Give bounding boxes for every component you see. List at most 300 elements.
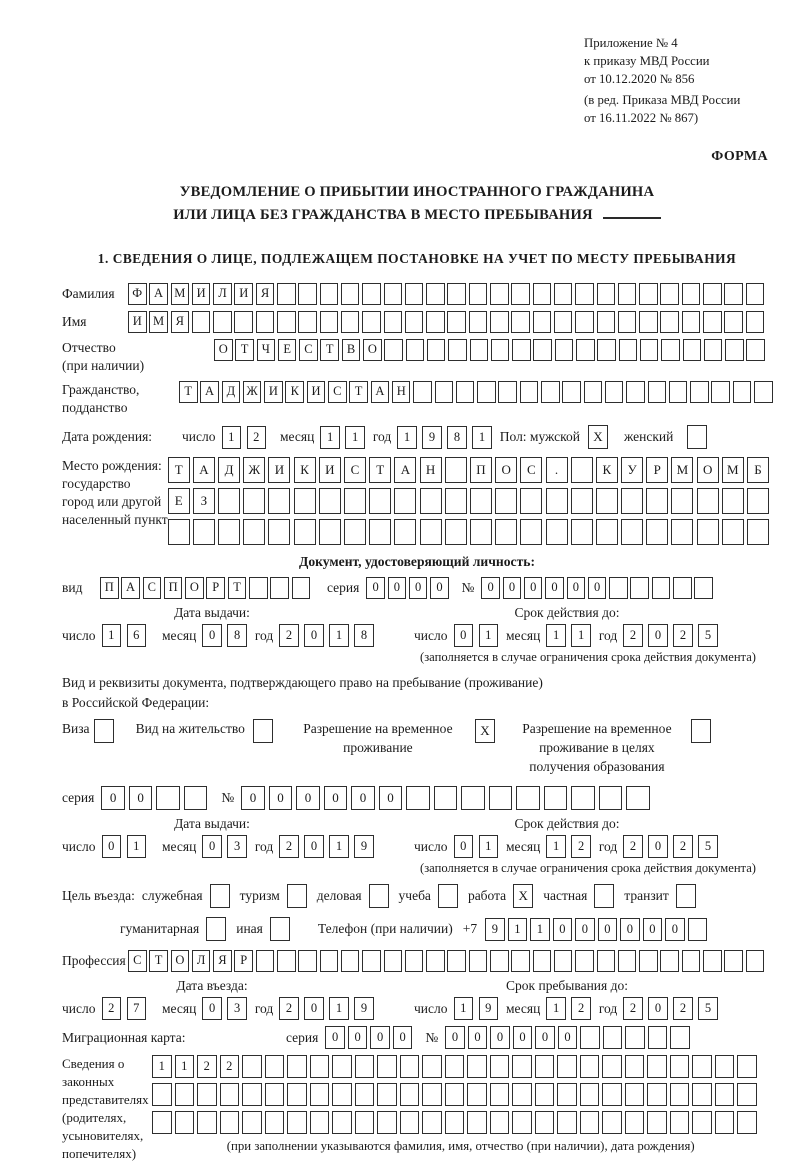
form-cell: Т [369, 457, 391, 483]
sex-male-checkbox [588, 425, 608, 449]
migration-card-series-label: серия [286, 1029, 319, 1045]
form-cell [294, 488, 316, 514]
form-cell [621, 488, 643, 514]
form-cell [320, 311, 339, 333]
form-cell: И [268, 457, 290, 483]
form-cell: К [596, 457, 618, 483]
form-cell [533, 950, 552, 972]
sex-female-label: женский [623, 429, 674, 444]
form-cell: 3 [227, 997, 247, 1020]
form-cell [405, 950, 424, 972]
form-cell [467, 1083, 487, 1106]
residence-doc-note: (заполняется в случае ограничения срока действия документа) [420, 861, 756, 875]
residence-doc-number-label: № [221, 790, 235, 805]
form-cell: М [671, 457, 693, 483]
form-cell [520, 381, 539, 403]
surname-label: Фамилия [62, 286, 115, 301]
form-cell [619, 339, 638, 361]
form-cell [648, 381, 667, 403]
purpose-business-label: деловая [316, 888, 362, 903]
form-title [62, 181, 772, 227]
form-cell [294, 519, 316, 545]
form-cell: . [546, 457, 568, 483]
form-cell [197, 1111, 217, 1134]
form-cell [320, 950, 339, 972]
form-cell [670, 1083, 690, 1106]
form-cell: 0 [409, 577, 428, 599]
form-cell [535, 1083, 555, 1106]
form-cell [640, 339, 659, 361]
form-cell [469, 950, 488, 972]
form-cell [218, 488, 240, 514]
form-cell: Л [192, 950, 211, 972]
form-cell: 0 [370, 1026, 390, 1049]
form-cell [597, 283, 616, 305]
form-cell: Л [213, 283, 232, 305]
form-cell [362, 283, 381, 305]
form-cell [341, 950, 360, 972]
form-cell [490, 283, 509, 305]
form-cell: 2 [623, 835, 643, 858]
form-cell [520, 519, 542, 545]
form-cell: В [342, 339, 361, 361]
form-cell: 5 [698, 835, 718, 858]
form-cell [445, 488, 467, 514]
option-residence-permit [136, 719, 273, 743]
residence-doc-issue-heading: Дата выдачи: [174, 816, 250, 831]
form-cell: 0 [269, 786, 293, 810]
residence-doc-intro [62, 673, 772, 713]
form-cell [621, 519, 643, 545]
form-cell: 0 [575, 918, 595, 941]
form-cell [243, 519, 265, 545]
form-body [62, 283, 772, 1163]
residence-doc-intro-line2: в Российской Федерации: [62, 695, 210, 710]
form-cell [647, 1083, 667, 1106]
form-cell [268, 488, 290, 514]
form-cell: 1 [546, 997, 566, 1020]
option-temp-residence-education [511, 719, 711, 776]
form-cell [298, 283, 317, 305]
res-expiry-year-cells [623, 835, 718, 858]
birth-place-line2-cells [168, 488, 773, 514]
res-expiry-day-cells [454, 835, 499, 858]
form-cell: 1 [152, 1055, 172, 1078]
form-cell [557, 1111, 577, 1134]
form-cell [737, 1055, 757, 1078]
form-cell: С [328, 381, 347, 403]
form-cell: 0 [325, 1026, 345, 1049]
birth-place-label-line1: Место рождения: [62, 458, 162, 473]
day-label: число [62, 627, 96, 643]
year-label: год [254, 627, 274, 643]
form-cell: 9 [354, 835, 374, 858]
form-cell [626, 786, 650, 810]
entry-month-cells [202, 997, 247, 1020]
representatives-line3-cells [152, 1111, 760, 1134]
form-cell [420, 488, 442, 514]
form-cell: X [588, 425, 608, 449]
entry-dates-row [62, 997, 772, 1020]
form-cell [725, 339, 744, 361]
form-cell [682, 311, 701, 333]
form-cell: Д [218, 457, 240, 483]
form-cell [625, 1055, 645, 1078]
form-cell: 2 [571, 835, 591, 858]
form-cell [580, 1111, 600, 1134]
form-cell [427, 339, 446, 361]
identity-doc-series-label: серия [326, 580, 360, 595]
form-cell [557, 1055, 577, 1078]
identity-doc-issue-date [62, 624, 392, 647]
form-cell: 1 [571, 624, 591, 647]
form-cell: Я [213, 950, 232, 972]
migration-card-series-cells [325, 1026, 415, 1049]
form-cell [580, 1055, 600, 1078]
form-cell [152, 1111, 172, 1134]
form-cell: 6 [127, 624, 147, 647]
birth-place-label-line4: населенный пункт [62, 512, 168, 527]
form-cell: М [171, 283, 190, 305]
month-label: месяц [162, 838, 197, 854]
form-cell [287, 1083, 307, 1106]
residence-doc-series-cells [101, 786, 211, 810]
form-cell [192, 311, 211, 333]
res-issue-year-cells [279, 835, 374, 858]
form-cell: 0 [454, 835, 474, 858]
form-cell [310, 1083, 330, 1106]
form-cell [682, 283, 701, 305]
form-cell [490, 950, 509, 972]
residence-doc-expiry-heading: Срок действия до: [514, 816, 620, 831]
form-cell: Ч [257, 339, 276, 361]
appendix-line: к приказу МВД России [584, 54, 710, 68]
representatives-line2-cells [152, 1083, 760, 1106]
patronymic-label [62, 339, 214, 375]
form-cell [715, 1083, 735, 1106]
issue-month-cells [202, 624, 247, 647]
purpose-work-checkbox [513, 884, 533, 908]
form-cell [703, 283, 722, 305]
representatives-note: (при заполнении указываются фамилия, имя, отчество (при наличии), дата рождения) [226, 1139, 695, 1153]
form-cell [715, 1055, 735, 1078]
form-cell [733, 381, 752, 403]
form-cell [676, 884, 696, 908]
form-cell [470, 519, 492, 545]
form-cell: 1 [329, 835, 349, 858]
form-cell [490, 1111, 510, 1134]
form-cell: 1 [546, 624, 566, 647]
form-cell [467, 1055, 487, 1078]
form-cell [445, 1055, 465, 1078]
form-cell: 0 [588, 577, 607, 599]
form-cell [467, 1111, 487, 1134]
form-cell: Д [222, 381, 241, 403]
form-cell: Т [235, 339, 254, 361]
entry-year-cells [279, 997, 374, 1020]
identity-doc-note: (заполняется в случае ограничения срока действия документа) [420, 650, 756, 664]
form-cell [669, 381, 688, 403]
form-cell [435, 381, 454, 403]
form-cell [554, 950, 573, 972]
form-cell [697, 488, 719, 514]
residence-doc-options [62, 719, 772, 776]
stay-day-cells [454, 997, 499, 1020]
form-cell [512, 1083, 532, 1106]
form-cell [747, 519, 769, 545]
form-cell: 0 [445, 1026, 465, 1049]
form-cell: И [307, 381, 326, 403]
option-temp-residence-education-checkbox [691, 719, 711, 743]
form-cell: О [495, 457, 517, 483]
representatives-row [62, 1055, 772, 1163]
form-cell: С [143, 577, 162, 599]
form-cell [377, 1111, 397, 1134]
form-cell [746, 950, 765, 972]
form-cell: Я [256, 283, 275, 305]
birth-month-cells [320, 426, 365, 449]
form-cell [256, 311, 275, 333]
form-cell [754, 381, 773, 403]
form-cell: А [371, 381, 390, 403]
form-cell [362, 311, 381, 333]
form-cell [406, 339, 425, 361]
form-cell [625, 1026, 645, 1049]
form-cell: Ж [243, 457, 265, 483]
residence-doc-expiry-date [414, 835, 718, 858]
purpose-private-checkbox [594, 884, 614, 908]
form-cell [355, 1083, 375, 1106]
amendment-line: (в ред. Приказа МВД России [584, 93, 741, 107]
form-cell: 1 [345, 426, 365, 449]
form-cell [746, 311, 765, 333]
option-temp-residence-education-label: Разрешение на временное проживание в целях получения образования [522, 721, 672, 774]
purpose-humanitarian-label: гуманитарная [120, 921, 200, 936]
form-cell: А [394, 457, 416, 483]
form-cell: 0 [351, 786, 375, 810]
purpose-study-label: учеба [398, 888, 431, 903]
birth-day-cells [222, 426, 267, 449]
form-cell [270, 917, 290, 941]
form-cell: 1 [546, 835, 566, 858]
form-title-line1: УВЕДОМЛЕНИЕ О ПРИБЫТИИ ИНОСТРАННОГО ГРАЖДАНИНА [179, 184, 655, 200]
form-cell: 1 [472, 426, 492, 449]
form-cell [406, 786, 430, 810]
form-cell: 1 [320, 426, 340, 449]
form-cell: 0 [567, 577, 586, 599]
form-cell: 2 [673, 624, 693, 647]
form-cell [737, 1083, 757, 1106]
form-cell: 0 [366, 577, 385, 599]
entry-date-headings [62, 978, 772, 994]
form-cell: Т [349, 381, 368, 403]
form-cell [298, 311, 317, 333]
form-cell [405, 311, 424, 333]
form-cell: Е [168, 488, 190, 514]
form-cell: 1 [479, 835, 499, 858]
form-cell: Т [320, 339, 339, 361]
form-cell [639, 283, 658, 305]
form-cell [426, 283, 445, 305]
form-cell: 0 [102, 835, 122, 858]
option-residence-permit-checkbox [253, 719, 273, 743]
purpose-row [62, 884, 772, 908]
residence-doc-series-row [62, 786, 772, 810]
form-cell [445, 519, 467, 545]
form-cell [344, 488, 366, 514]
form-cell [562, 381, 581, 403]
form-cell [715, 1111, 735, 1134]
representatives-label [62, 1055, 152, 1163]
form-cell [630, 577, 649, 599]
form-cell [691, 719, 711, 743]
form-cell: 8 [227, 624, 247, 647]
given-name-label: Имя [62, 314, 87, 329]
form-cell: А [121, 577, 140, 599]
identity-doc-dates-row [62, 624, 772, 647]
citizenship-cells [179, 381, 775, 403]
form-cell [394, 488, 416, 514]
form-cell [489, 786, 513, 810]
residence-doc-issue-date [62, 835, 392, 858]
form-cell [265, 1055, 285, 1078]
expiry-day-cells [454, 624, 499, 647]
form-cell [596, 488, 618, 514]
form-cell [400, 1055, 420, 1078]
form-cell: С [344, 457, 366, 483]
form-cell [405, 283, 424, 305]
form-cell [490, 1083, 510, 1106]
day-label: число [62, 838, 96, 854]
birth-date-year-group [373, 426, 492, 449]
phone-label: Телефон (при наличии) [317, 921, 453, 936]
form-cell [618, 950, 637, 972]
year-label: год [598, 838, 618, 854]
form-cell: 0 [129, 786, 153, 810]
form-cell [722, 488, 744, 514]
form-cell [648, 1026, 668, 1049]
form-cell: 0 [241, 786, 265, 810]
form-cell: 0 [648, 997, 668, 1020]
form-cell [694, 577, 713, 599]
purpose-tourism-label: туризм [239, 888, 280, 903]
form-cell [511, 311, 530, 333]
month-label: месяц [162, 627, 197, 643]
form-cell: 0 [513, 1026, 533, 1049]
form-cell [197, 1083, 217, 1106]
migration-card-number-cells [445, 1026, 693, 1049]
month-label: месяц [506, 1000, 541, 1016]
form-cell [533, 283, 552, 305]
form-cell [253, 719, 273, 743]
form-cell [511, 950, 530, 972]
purpose-other-label: иная [236, 921, 263, 936]
form-cell: 0 [296, 786, 320, 810]
stay-until-group [414, 997, 718, 1020]
form-cell: 1 [454, 997, 474, 1020]
form-cell [647, 1055, 667, 1078]
form-cell [557, 1083, 577, 1106]
form-cell [688, 918, 708, 941]
form-cell: 1 [508, 918, 528, 941]
form-cell [661, 339, 680, 361]
form-cell [456, 381, 475, 403]
appendix-block [584, 34, 772, 127]
form-cell [384, 339, 403, 361]
year-label: год [254, 1000, 274, 1016]
form-cell: Ж [243, 381, 262, 403]
form-cell [287, 884, 307, 908]
purpose-official-label: служебная [141, 888, 203, 903]
option-temp-residence-label: Разрешение на временное проживание [303, 721, 453, 755]
form-cell [469, 283, 488, 305]
form-cell [594, 884, 614, 908]
form-cell [575, 950, 594, 972]
identity-doc-expiry-heading: Срок действия до: [514, 605, 620, 620]
form-cell: Т [149, 950, 168, 972]
form-cell [639, 311, 658, 333]
form-cell [546, 488, 568, 514]
form-cell [746, 283, 765, 305]
form-cell [184, 786, 208, 810]
form-cell [470, 339, 489, 361]
form-cell: 0 [379, 786, 403, 810]
form-cell: Р [646, 457, 668, 483]
form-cell [576, 339, 595, 361]
form-cell [384, 283, 403, 305]
form-cell [603, 1026, 623, 1049]
form-cell: С [128, 950, 147, 972]
form-cell [495, 488, 517, 514]
sex-female-checkbox [687, 425, 707, 449]
form-cell: 0 [620, 918, 640, 941]
form-cell: 0 [535, 1026, 555, 1049]
form-cell [602, 1055, 622, 1078]
year-label: год [598, 1000, 618, 1016]
identity-doc-kind-cells [100, 577, 313, 599]
representatives-label-line1: Сведения о [62, 1056, 125, 1071]
form-cell [420, 519, 442, 545]
birth-place-line3-cells [168, 519, 773, 545]
form-cell: 2 [279, 624, 299, 647]
form-cell [400, 1083, 420, 1106]
form-cell: 0 [648, 835, 668, 858]
form-cell: И [192, 283, 211, 305]
form-cell: 0 [202, 835, 222, 858]
form-cell [287, 1055, 307, 1078]
purpose-transit-label: транзит [624, 888, 669, 903]
given-name-cells [128, 311, 767, 333]
form-cell [447, 311, 466, 333]
form-cell [287, 1111, 307, 1134]
form-cell [400, 1111, 420, 1134]
purpose-study-checkbox [438, 884, 458, 908]
phone-cells [485, 918, 710, 941]
form-cell [220, 1111, 240, 1134]
form-cell: 2 [571, 997, 591, 1020]
year-label: год [372, 429, 392, 444]
form-cell: 2 [247, 426, 267, 449]
form-cell [498, 381, 517, 403]
birth-place-label [62, 457, 168, 529]
form-cell [369, 884, 389, 908]
form-cell [626, 381, 645, 403]
form-cell [647, 1111, 667, 1134]
form-cell [571, 786, 595, 810]
purpose-work-label: работа [467, 888, 507, 903]
form-cell [575, 283, 594, 305]
form-cell: Н [420, 457, 442, 483]
